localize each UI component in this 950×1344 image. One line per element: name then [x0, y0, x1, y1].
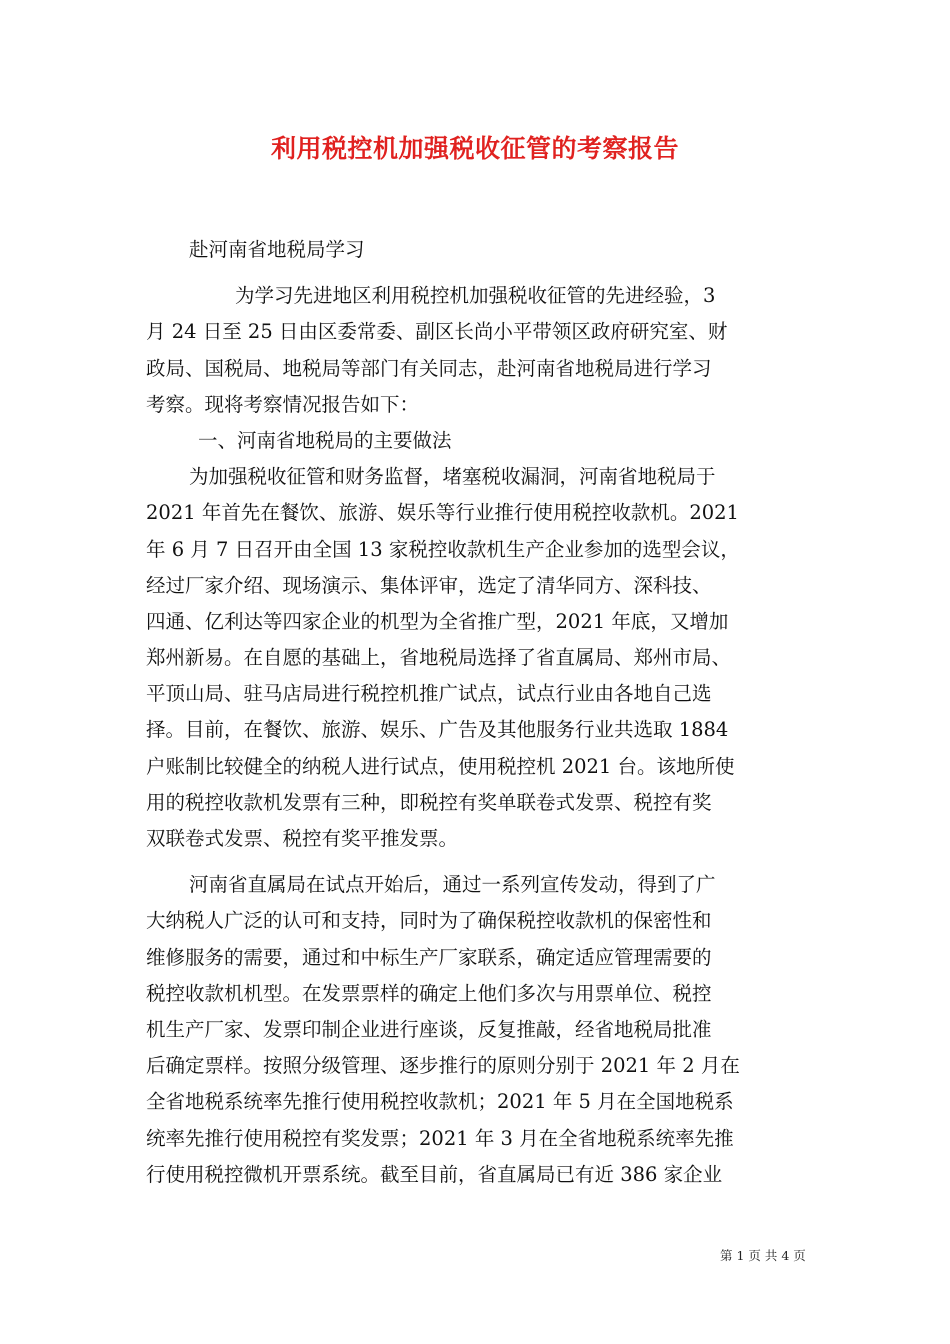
- paragraph-line: 机生产厂家、发票印制企业进行座谈，反复推敲，经省地税局批准: [146, 1017, 712, 1041]
- paragraph-line: 大纳税人广泛的认可和支持，同时为了确保税控收款机的保密性和: [146, 909, 712, 933]
- paragraph-line: 经过厂家介绍、现场演示、集体评审，选定了清华同方、深科技、: [146, 573, 712, 597]
- paragraph-line: 四通、亿利达等四家企业的机型为全省推广型，2021 年底，又增加: [146, 609, 729, 633]
- paragraph-line: 税控收款机机型。在发票票样的确定上他们多次与用票单位、税控: [146, 981, 712, 1005]
- document-body: [146, 232, 808, 1193]
- paragraph-line: 河南省直属局在试点开始后，通过一系列宣传发动，得到了广: [189, 873, 716, 897]
- paragraph-line: 为加强税收征管和财务监督，堵塞税收漏洞，河南省地税局于: [189, 465, 716, 489]
- paragraph-line: 统率先推行使用税控有奖发票；2021 年 3 月在全省地税系统率先推: [146, 1126, 734, 1150]
- paragraph-line: 户账制比较健全的纳税人进行试点，使用税控机 2021 台。该地所使: [146, 754, 735, 778]
- paragraph-line: 择。目前，在餐饮、旅游、娱乐、广告及其他服务行业共选取 1884: [146, 718, 729, 742]
- paragraph-line: 考察。现将考察情况报告如下：: [146, 392, 420, 416]
- paragraph-line: 年 6 月 7 日召开由全国 13 家税控收款机生产企业参加的选型会议，: [146, 537, 740, 561]
- page-number: 第 1 页 共 4 页: [720, 1248, 806, 1263]
- paragraph-line: 政局、国税局、地税局等部门有关同志，赴河南省地税局进行学习: [146, 356, 712, 380]
- paragraph-line: 维修服务的需要，通过和中标生产厂家联系，确定适应管理需要的: [146, 945, 712, 969]
- paragraph-line: 郑州新易。在自愿的基础上，省地税局选择了省直属局、郑州市局、: [146, 646, 732, 670]
- paragraph-line: 全省地税系统率先推行使用税控收款机；2021 年 5 月在全国地税系: [146, 1090, 734, 1114]
- paragraph-line: 行使用税控微机开票系统。截至目前，省直属局已有近 386 家企业: [146, 1162, 723, 1186]
- paragraph-line: 双联卷式发票、税控有奖平推发票。: [146, 827, 459, 850]
- paragraph-line: 平顶山局、驻马店局进行税控机推广试点，试点行业由各地自己选: [146, 682, 712, 706]
- section-heading: 一、河南省地税局的主要做法: [198, 428, 452, 452]
- section-intro-line: 赴河南省地税局学习: [189, 238, 365, 261]
- paragraph-line: 月 24 日至 25 日由区委常委、副区长尚小平带领区政府研究室、财: [146, 320, 728, 344]
- document-title: 利用税控机加强税收征管的考察报告: [270, 134, 679, 163]
- paragraph-line: 2021 年首先在餐饮、旅游、娱乐等行业推行使用税控收款机。2021: [146, 501, 739, 525]
- paragraph-line: 后确定票样。按照分级管理、逐步推行的原则分别于 2021 年 2 月在: [146, 1054, 740, 1078]
- paragraph-line: 为学习先进地区利用税控机加强税收征管的先进经验，3: [235, 284, 716, 308]
- paragraph-line: 用的税控收款机发票有三种，即税控有奖单联卷式发票、税控有奖: [146, 790, 712, 814]
